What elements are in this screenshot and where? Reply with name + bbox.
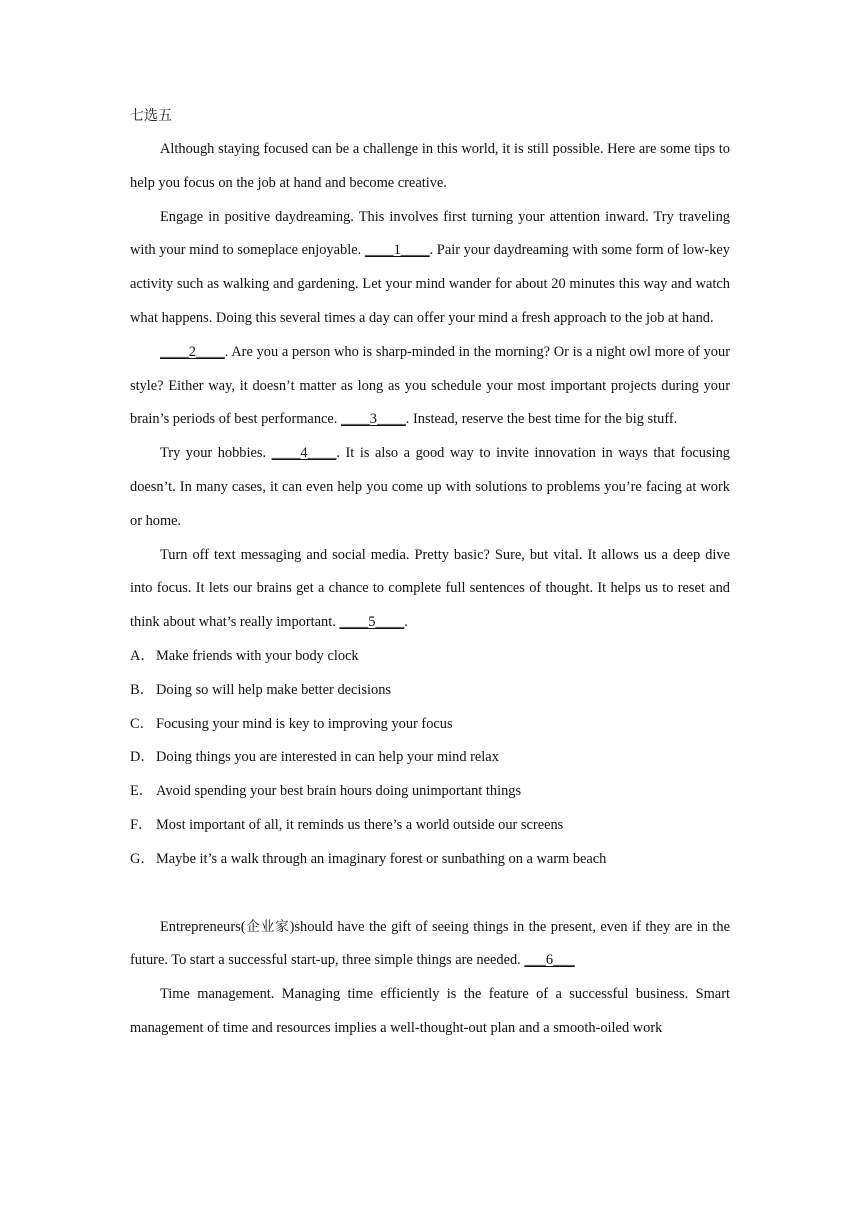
passage2-paragraph-2: Time management. Managing time efficiently is the feature of a successful business. Smart management of time and resources implies a well-thought-out plan and a smooth-oiled work <box>130 986 730 1036</box>
option-f <box>130 809 730 843</box>
passage1-paragraph-2 <box>130 201 730 336</box>
paragraph-text: . It is also a good way to invite innovation in ways that focusing doesn’t. In many cases, it can even help you come up with solutions to problems you’re facing at work or home. <box>130 445 730 529</box>
option-text: Doing so will help make better decisions <box>156 681 392 698</box>
blank-1: ____1____ <box>364 242 430 259</box>
paragraph-text: Try your hobbies. <box>160 445 272 462</box>
passage2-paragraph-1 <box>130 911 730 979</box>
blank-5: ____5____ <box>339 614 405 631</box>
answer-options <box>130 640 730 877</box>
passage1-paragraph-4 <box>130 437 730 538</box>
option-text: Maybe it’s a walk through an imaginary forest or sunbathing on a warm beach <box>156 850 607 867</box>
passage1-paragraph-1: Although staying focused can be a challenge in this world, it is still possible. Here are some tips to help you focus on the job at hand and become creative. <box>130 141 730 191</box>
option-text: Focusing your mind is key to improving your focus <box>156 715 453 732</box>
paragraph-text: Turn off text messaging and social media. Pretty basic? Sure, but vital. It allows us a deep dive into focus. It lets our brains get a chance to complete full sentences of thought. It helps us to reset and think about what’s really important. <box>130 546 730 631</box>
option-text: Most important of all, it reminds us there’s a world outside our screens <box>156 816 564 833</box>
option-b <box>130 674 730 708</box>
blank-2: ____2____ <box>160 343 225 360</box>
option-text: Doing things you are interested in can help your mind relax <box>156 749 499 766</box>
option-letter: G． <box>130 850 155 867</box>
paragraph-text: . <box>404 614 408 631</box>
paragraph-text: )should have the gift of seeing things in the present, even if they are in the future. To start a successful start-up, three simple things are needed. <box>130 918 730 969</box>
option-text: Avoid spending your best brain hours doing unimportant things <box>156 783 522 800</box>
option-d <box>130 741 730 775</box>
option-letter: A． <box>130 647 155 664</box>
section-title: 七选五 <box>130 108 172 124</box>
blank-4: ____4____ <box>271 445 337 462</box>
paragraph-text: . Instead, reserve the best time for the big stuff. <box>405 411 678 428</box>
option-letter: B． <box>130 681 154 698</box>
paragraph-text: . Pair your daydreaming with some form of low-key activity such as walking and gardening. Let your mind wander for about 20 minutes this way and watch what happens. Doing this several times a day can offer your mind a fresh approach to the job at hand. <box>130 242 731 326</box>
passage1-paragraph-3 <box>130 336 730 437</box>
option-a <box>130 640 730 674</box>
paragraph-text: Engage in positive daydreaming. This involves first turning your attention inward. Try traveling with your mind to someplace enjoyable. <box>130 208 730 259</box>
option-letter: F． <box>130 816 153 833</box>
option-e <box>130 775 730 809</box>
passage1-paragraph-5 <box>130 539 730 640</box>
paragraph-text: Entrepreneurs( <box>160 918 246 935</box>
paragraph-text: . Are you a person who is sharp-minded in the morning? Or is a night owl more of your style? Either way, it doesn’t matter as long as you schedule your most important projects during your brain’s periods of best performance. <box>130 343 730 428</box>
option-c <box>130 708 730 742</box>
section-gap <box>130 877 730 911</box>
document-page <box>130 100 730 1046</box>
blank-6: ___6___ <box>524 952 575 969</box>
option-letter: E． <box>130 783 154 800</box>
blank-3: ____3____ <box>341 411 406 428</box>
chinese-gloss: 企业家 <box>245 918 290 935</box>
option-letter: D． <box>130 749 155 766</box>
option-text: Make friends with your body clock <box>156 647 359 664</box>
option-letter: C． <box>130 715 154 732</box>
option-g <box>130 843 730 877</box>
